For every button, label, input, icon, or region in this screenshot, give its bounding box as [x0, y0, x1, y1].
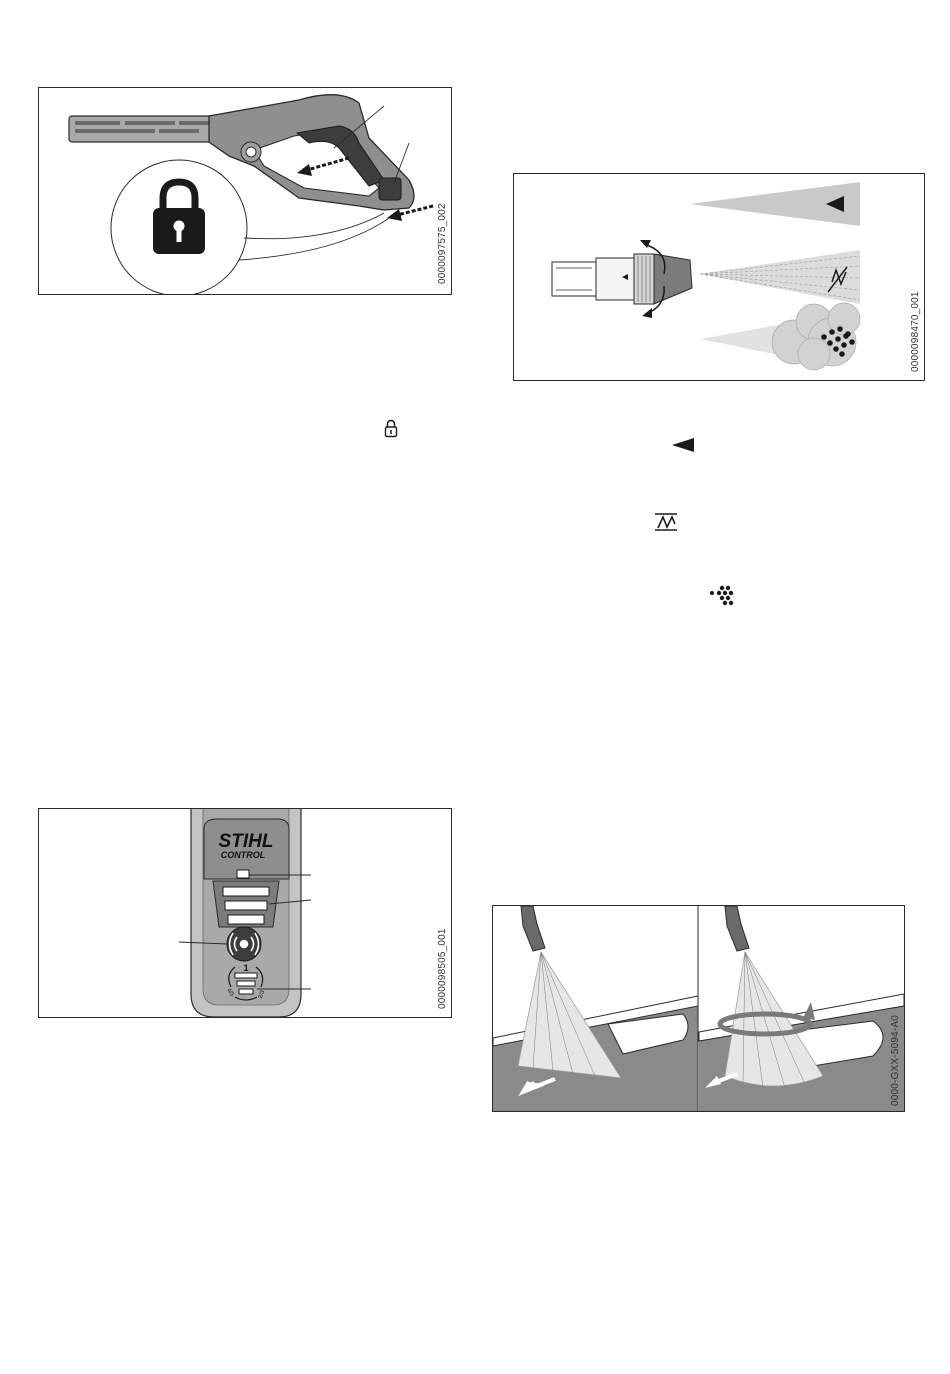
foam-spray-icon	[709, 585, 735, 607]
brand-stihl: STIHL	[218, 831, 274, 852]
figure-code: 0000098505_001	[437, 928, 448, 1009]
pressure-level-1: 1	[243, 963, 249, 973]
fan-spray-icon	[654, 512, 678, 532]
jet-spray-icon	[670, 437, 696, 453]
figure-code: 0000097575_002	[437, 203, 448, 284]
spray-gun-illustration	[39, 88, 451, 294]
pressure-level-2-3: 2/3	[257, 989, 267, 1000]
brand-control: CONTROL	[220, 850, 266, 860]
cleaning-figure	[492, 905, 905, 1112]
cleaning-illustration	[493, 906, 904, 1111]
unlock-icon	[384, 419, 398, 438]
spray-gun-figure	[38, 87, 452, 295]
figure-code: 0000-GXX-5094-A0	[890, 1014, 901, 1106]
spray-nozzle-figure	[513, 173, 925, 381]
control-panel-figure	[38, 808, 452, 1018]
pressure-level-4-5: 4/5	[225, 987, 235, 998]
figure-code: 0000098470_001	[910, 291, 921, 372]
spray-nozzle-illustration	[514, 174, 924, 380]
control-panel-illustration	[39, 809, 451, 1017]
